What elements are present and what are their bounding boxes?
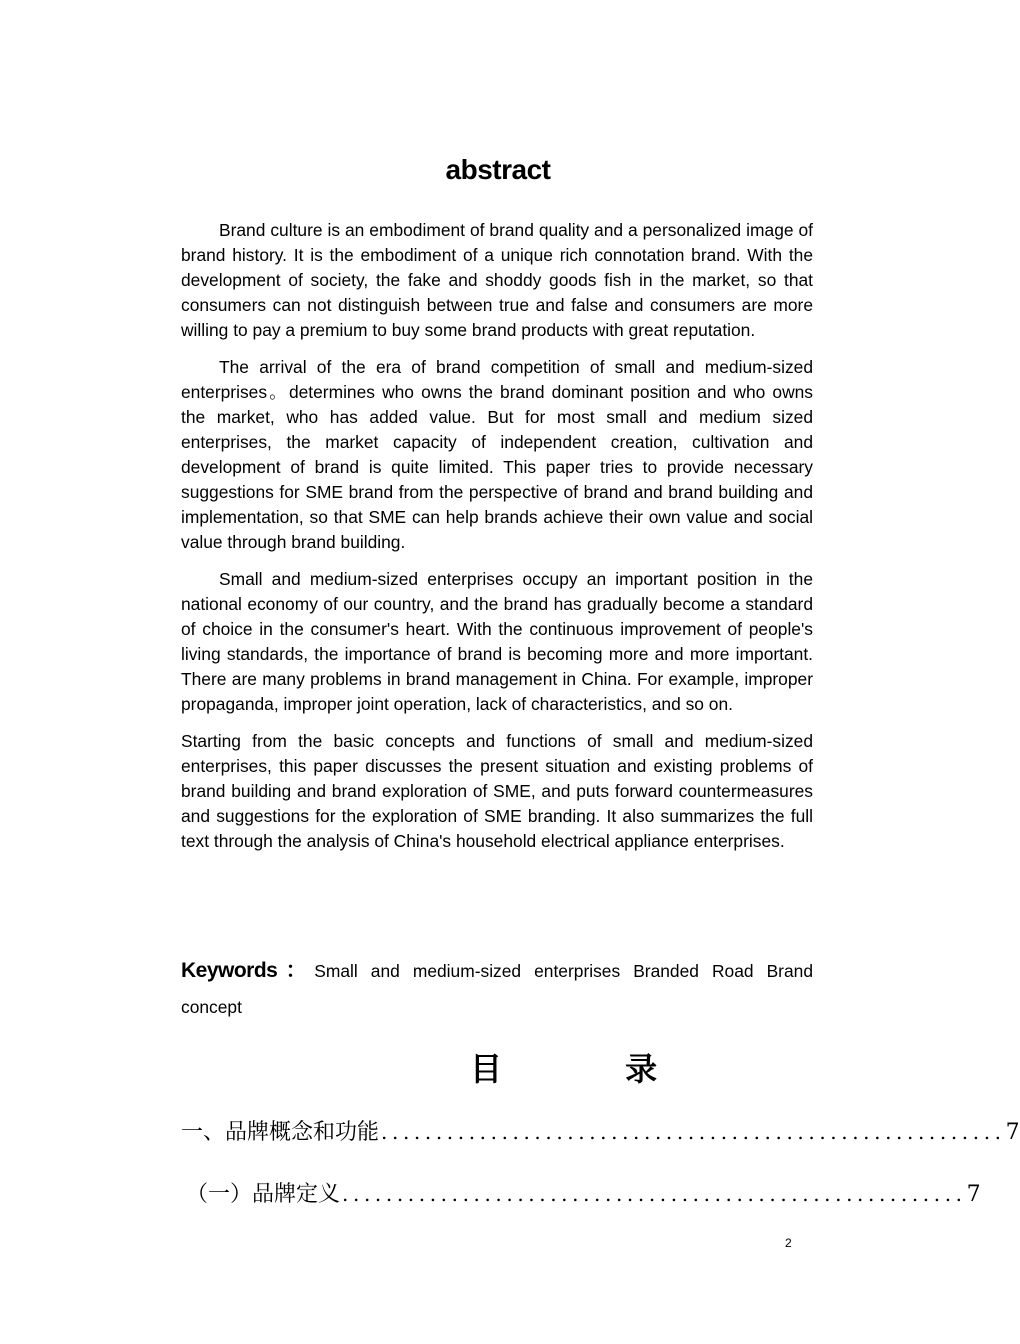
toc-dot-leader: ......................................................... [342,1182,967,1206]
toc-entry-label: 品牌定义 [252,1182,341,1207]
keywords-line [181,953,813,1025]
keywords-label: Keywords： [181,959,315,982]
keywords-text: Small and medium-sized enterprises Branded Road Brand concept [181,961,813,1017]
page-number: 2 [785,1236,792,1250]
toc-entry[interactable] [181,1115,1020,1145]
toc-entry-number: 一、 [181,1120,226,1145]
abstract-title: abstract [445,154,551,185]
abstract-paragraph-3: Small and medium-sized enterprises occupy an important position in the national economy of our country, and the brand has gradually become a standard of choice in the consumer's heart. With the continuous improvement of people's living standards, the importance of brand is becoming more and more important. There are many problems in brand management in China. For example, improper propaganda, improper joint operation, lack of characteristics, and so on. [181,569,813,714]
abstract-body [181,218,813,866]
toc-entry-label: 品牌概念和功能 [225,1120,380,1145]
toc-heading: 目 录 [470,1050,714,1088]
abstract-paragraph-2: The arrival of the era of brand competition of small and medium-sized enterprises。determines who owns the brand dominant position and who owns the market, who has added value. But for most small and medium sized enterprises, the market capacity of independent creation, cultivation and development of brand is quite limited. This paper tries to provide necessary suggestions for SME brand from the perspective of brand and brand building and implementation, so that SME can help brands achieve their own value and social value through brand building. [181,357,813,552]
toc-entry-page: 7 [1005,1120,1020,1145]
abstract-paragraph-1: Brand culture is an embodiment of brand quality and a personalized image of brand history. It is the embodiment of a unique rich connotation brand. With the development of society, the fake and shoddy goods fish in the market, so that consumers can not distinguish between true and false and consumers are more willing to pay a premium to buy some brand products with great reputation. [181,220,813,340]
toc-dot-leader: ......................................................... [381,1120,1006,1144]
toc-entry-number: （一） [186,1182,253,1207]
toc-entry[interactable] [186,1177,981,1207]
abstract-paragraph-4: Starting from the basic concepts and functions of small and medium-sized enterprises, this paper discusses the present situation and existing problems of brand building and brand exploration of SME, and puts forward countermeasures and suggestions for the exploration of SME branding. It also summarizes the full text through the analysis of China's household electrical appliance enterprises. [181,731,813,851]
toc-entry-page: 7 [966,1182,981,1207]
